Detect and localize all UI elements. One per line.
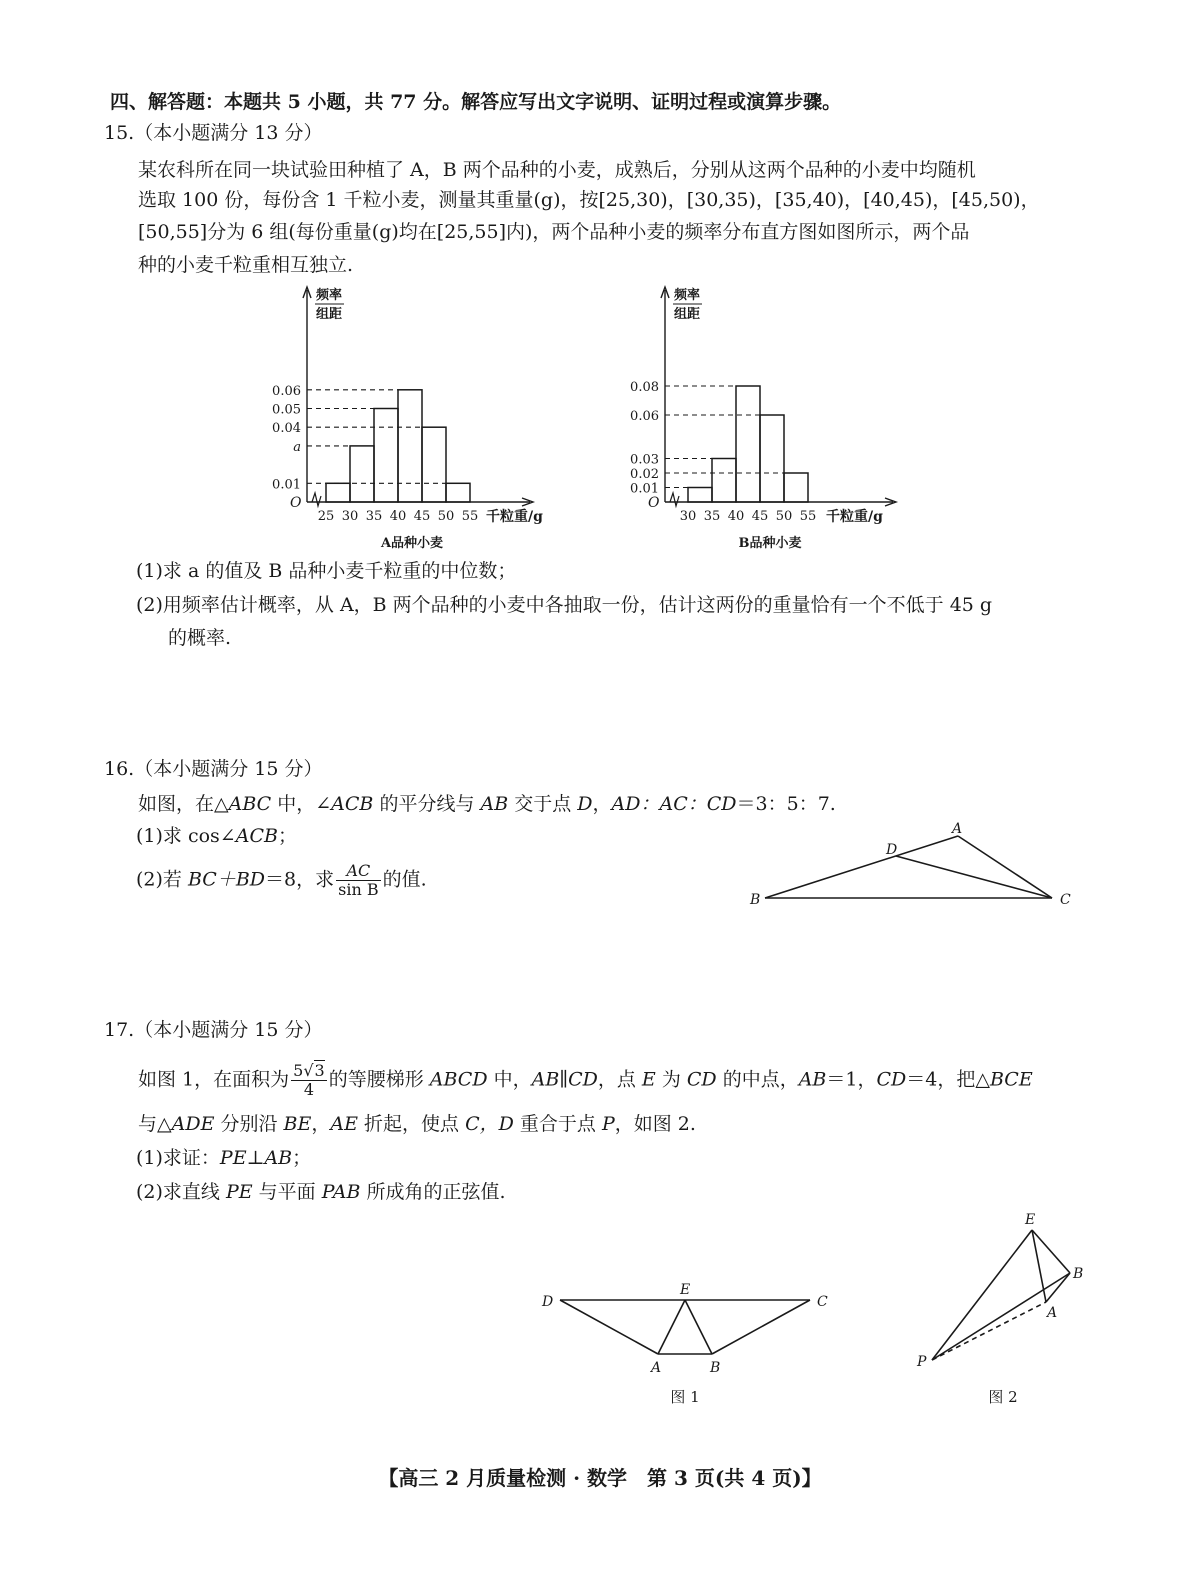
histogram-a-bar-5 (422, 427, 446, 502)
histogram-a-xtick-4: 40 (389, 509, 407, 524)
histogram-a-bar-1 (326, 483, 350, 502)
histogram-b-bar-2 (712, 459, 736, 503)
histogram-b-ylabel-top: 频率 (674, 288, 701, 303)
histogram-b-xtick-4: 45 (751, 509, 769, 524)
histogram-a-ytick-5: 0.06 (272, 383, 301, 399)
q16-label-a: A (952, 822, 963, 837)
q16-part-2: (2)若 BC＋BD＝8，求 $\frac{AC}{\text{sin B}}$ 的值. (136, 861, 427, 899)
histogram-a-xtick-3: 35 (365, 509, 383, 524)
q17-stem-line-2: 与△ADE 分别沿 BE，AE 折起，使点 C，D 重合于点 P，如图 2. (138, 1113, 696, 1135)
histogram-a-bar-6 (446, 483, 470, 502)
q17-area-fraction: $\frac{5√3}{4}$ (293, 1061, 325, 1099)
q17-fig1-label-e: E (680, 1282, 691, 1298)
histogram-b (618, 280, 948, 555)
histogram-a-title: A品种小麦 (380, 536, 444, 551)
q16-label-b: B (750, 892, 761, 908)
histogram-b-xlabel: 千粒重/g (826, 509, 883, 525)
q17-fig1-label-a: A (651, 1360, 662, 1376)
histogram-b-origin: O (648, 495, 660, 511)
histogram-b-bar-4 (760, 415, 784, 502)
q17-fig2-caption: 图 2 (988, 1388, 1018, 1406)
histogram-a-xtick-1: 25 (317, 509, 335, 524)
q17-fig1-caption: 图 1 (670, 1388, 700, 1406)
histogram-b-xtick-1: 30 (679, 509, 697, 524)
histogram-b-bar-1 (688, 488, 712, 503)
q16-triangle-figure (740, 822, 1100, 917)
q17-fig2-label-e: E (1025, 1212, 1036, 1228)
histogram-a-xlabel: 千粒重/g (486, 509, 543, 525)
q17-fig2-label-a: A (1047, 1305, 1058, 1321)
histogram-a-ytick-4: 0.05 (272, 402, 301, 418)
histogram-a-xtick-5: 45 (413, 509, 431, 524)
q17-fig2-label-b: B (1073, 1266, 1084, 1282)
q15-part-2-line-2: 的概率. (168, 627, 232, 649)
histogram-a-bar-3 (374, 409, 398, 503)
histogram-b-ytick-2: 0.02 (630, 467, 659, 482)
histogram-b-ylabel-bottom: 组距 (674, 307, 701, 322)
q17-figure-2 (905, 1210, 1105, 1410)
q15-stem-line-1: 某农科所在同一块试验田种植了 A，B 两个品种的小麦，成熟后，分别从这两个品种的小麦中均随机 (138, 159, 976, 181)
histogram-b-xtick-2: 35 (703, 509, 721, 524)
histogram-b-xtick-5: 50 (775, 509, 793, 524)
q17-fig1-label-d: D (542, 1294, 554, 1310)
section-heading: 四、解答题：本题共 5 小题，共 77 分。解答应写出文字说明、证明过程或演算步骤。 (110, 91, 842, 113)
q17-fig1-label-b: B (710, 1360, 721, 1376)
q15-part-2-line-1: (2)用频率估计概率，从 A，B 两个品种的小麦中各抽取一份，估计这两份的重量恰有一个不低于 45 g (136, 594, 993, 616)
q15-stem-line-3: [50,55]分为 6 组(每份重量(g)均在[25,55]内)，两个品种小麦的频率分布直方图如图所示，两个品 (138, 221, 970, 243)
histogram-a-xtick-2: 30 (341, 509, 359, 524)
histogram-a-ylabel-top: 频率 (316, 288, 343, 303)
histogram-a-ytick-1: 0.01 (272, 477, 301, 493)
q17-header: 17.（本小题满分 15 分） (104, 1019, 323, 1041)
q16-label-c: C (1060, 892, 1071, 908)
q17-stem-line-1: 如图 1，在面积为 $\frac{5√3}{4}$ 的等腰梯形 ABCD 中，AB∥CD，点 E 为 CD 的中点，AB＝1，CD＝4，把△BCE (138, 1061, 1033, 1099)
histogram-a-ytick-2: a (293, 439, 301, 455)
histogram-b-ytick-3: 0.03 (630, 452, 659, 468)
histogram-a (260, 280, 590, 555)
q15-stem-line-4: 种的小麦千粒重相互独立. (138, 254, 354, 276)
q16-header: 16.（本小题满分 15 分） (104, 758, 323, 780)
q15-stem-line-2: 选取 100 份，每份含 1 千粒小麦，测量其重量(g)，按[25,30)，[30,35)，[35,40)，[40,45)，[45,50)， (138, 189, 1040, 211)
q16-part-1: (1)求 cos∠ACB； (136, 825, 297, 847)
histogram-b-ytick-1: 0.01 (630, 481, 659, 497)
histogram-b-bar-5 (784, 473, 808, 502)
histogram-b-title: B品种小麦 (738, 536, 802, 551)
q17-fig1-label-c: C (817, 1294, 828, 1310)
histogram-b-bar-3 (736, 386, 760, 502)
histogram-a-bar-2 (350, 446, 374, 502)
histogram-b-xtick-3: 40 (727, 509, 745, 524)
q16-stem: 如图，在△ABC 中，∠ACB 的平分线与 AB 交于点 D，AD：AC：CD＝3：5：7. (138, 793, 836, 815)
histogram-b-xtick-6: 55 (799, 509, 817, 524)
q15-header: 15.（本小题满分 13 分） (104, 122, 323, 144)
page-footer: 【高三 2 月质量检测 · 数学 第 3 页(共 4 页)】 (378, 1466, 822, 1490)
q17-part-2: (2)求直线 PE 与平面 PAB 所成角的正弦值. (136, 1181, 506, 1203)
q16-fraction: $\frac{AC}{\text{sin B}}$ (338, 861, 379, 899)
histogram-a-ylabel-bottom: 组距 (316, 307, 343, 322)
q17-figure-1 (530, 1278, 850, 1408)
histogram-a-bar-4 (398, 390, 422, 502)
histogram-a-ytick-3: 0.04 (272, 421, 301, 437)
histogram-b-ytick-4: 0.06 (630, 409, 659, 424)
q17-fig2-label-p: P (917, 1354, 927, 1370)
histogram-a-xtick-7: 55 (461, 509, 479, 524)
q17-part-1: (1)求证：PE⊥AB； (136, 1147, 312, 1169)
histogram-b-ytick-5: 0.08 (630, 380, 659, 395)
q15-part-1: (1)求 a 的值及 B 品种小麦千粒重的中位数； (136, 560, 517, 582)
histogram-a-xtick-6: 50 (437, 509, 455, 524)
q16-label-d: D (886, 842, 898, 858)
histogram-a-origin: O (290, 495, 302, 511)
